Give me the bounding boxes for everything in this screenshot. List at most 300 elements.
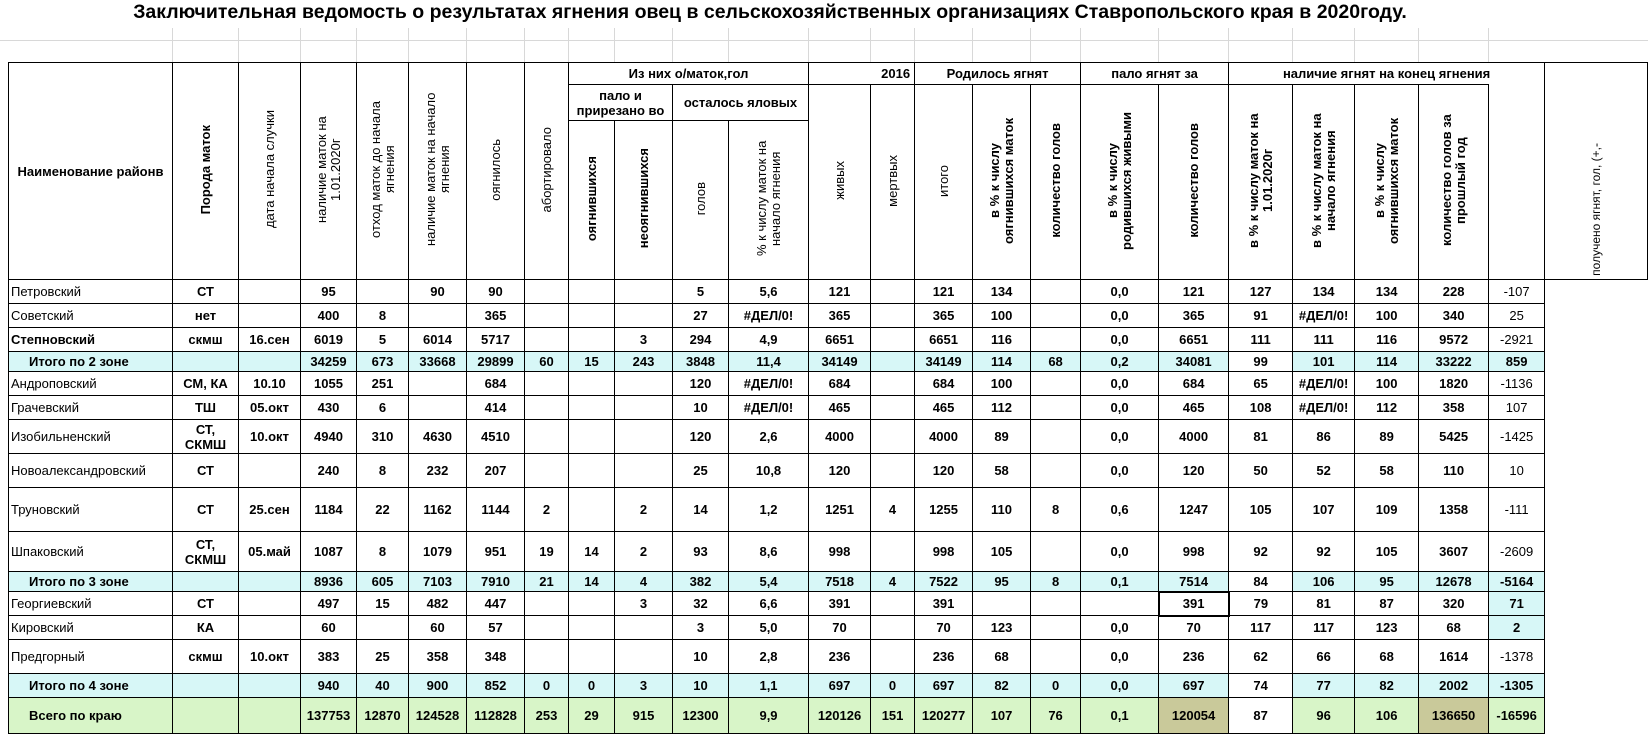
header-barren-group: осталось яловых: [673, 85, 809, 121]
value-cell: 447: [467, 592, 525, 616]
value-cell: [871, 372, 915, 396]
value-cell: 58: [1355, 454, 1419, 488]
district-name: Всего по краю: [9, 698, 173, 734]
value-cell: 89: [973, 420, 1031, 454]
value-cell: 4: [871, 488, 915, 532]
table-row: [9, 280, 1648, 304]
value-cell: 34081: [1159, 352, 1229, 372]
header-end-heads: количество голов: [1159, 85, 1229, 280]
breed-cell: [173, 572, 239, 592]
value-cell: [615, 396, 673, 420]
table-row: [9, 396, 1648, 420]
value-cell: 0: [871, 674, 915, 698]
value-cell: [569, 420, 615, 454]
value-cell: 10: [673, 640, 729, 674]
value-cell: [1031, 420, 1081, 454]
value-cell: 0,0: [1081, 396, 1159, 420]
value-cell: 6014: [409, 328, 467, 352]
mating-date-cell: [239, 674, 301, 698]
value-cell: 6,6: [729, 592, 809, 616]
table-row: [9, 640, 1648, 674]
value-cell: 7103: [409, 572, 467, 592]
value-cell: 79: [1229, 592, 1293, 616]
district-name: Итого по 4 зоне: [9, 674, 173, 698]
value-cell: 391: [809, 592, 871, 616]
value-cell: [525, 280, 569, 304]
value-cell: 107: [1293, 488, 1355, 532]
value-cell: #ДЕЛ/0!: [1293, 372, 1355, 396]
value-cell: [525, 372, 569, 396]
zone-subtotal-row: [9, 352, 1648, 372]
value-cell: 391: [1159, 592, 1229, 616]
value-cell: 10: [673, 396, 729, 420]
value-cell: [871, 328, 915, 352]
value-cell: 684: [467, 372, 525, 396]
breed-cell: СМ, КА: [173, 372, 239, 396]
value-cell: 1247: [1159, 488, 1229, 532]
value-cell: 684: [1159, 372, 1229, 396]
value-cell: #ДЕЛ/0!: [1293, 396, 1355, 420]
value-cell: [409, 304, 467, 328]
value-cell: 8: [357, 454, 409, 488]
district-name: Георгиевский: [9, 592, 173, 616]
value-cell: 4000: [915, 420, 973, 454]
mating-date-cell: [239, 698, 301, 734]
value-cell: [569, 454, 615, 488]
header-ewes-lambing: наличие маток на начало ягнения: [409, 63, 467, 280]
value-cell: 95: [973, 572, 1031, 592]
breed-cell: [173, 698, 239, 734]
value-cell: 116: [1355, 328, 1419, 352]
value-cell: 29899: [467, 352, 525, 372]
value-cell: -16596: [1489, 698, 1545, 734]
value-cell: 105: [1229, 488, 1293, 532]
table-body: [9, 280, 1648, 734]
value-cell: 998: [1159, 532, 1229, 572]
value-cell: 27: [673, 304, 729, 328]
header-loss-before: отход маток до начала ягнения: [357, 63, 409, 280]
zone-subtotal-row: [9, 572, 1648, 592]
value-cell: 4940: [301, 420, 357, 454]
district-name: Итого по 2 зоне: [9, 352, 173, 372]
zone-subtotal-row: [9, 674, 1648, 698]
header-ewes-start: наличие маток на 1.01.2020г: [301, 63, 357, 280]
value-cell: 112: [973, 396, 1031, 420]
value-cell: 8: [357, 532, 409, 572]
value-cell: [525, 304, 569, 328]
value-cell: 251: [357, 372, 409, 396]
value-cell: 10,8: [729, 454, 809, 488]
value-cell: 65: [1229, 372, 1293, 396]
header-aborted: абортировало: [525, 63, 569, 280]
value-cell: 10: [673, 674, 729, 698]
value-cell: [615, 616, 673, 640]
mating-date-cell: [239, 280, 301, 304]
value-cell: 106: [1355, 698, 1419, 734]
value-cell: 120: [673, 372, 729, 396]
header-fallen-group: пало ягнят за: [1081, 63, 1229, 85]
value-cell: 60: [409, 616, 467, 640]
value-cell: 605: [357, 572, 409, 592]
value-cell: 6019: [301, 328, 357, 352]
value-cell: 68: [1419, 616, 1489, 640]
value-cell: -2921: [1489, 328, 1545, 352]
value-cell: 4,9: [729, 328, 809, 352]
header-district: Наименование районв: [9, 63, 173, 280]
value-cell: 4630: [409, 420, 467, 454]
value-cell: 697: [809, 674, 871, 698]
mating-date-cell: [239, 592, 301, 616]
value-cell: 5425: [1419, 420, 1489, 454]
value-cell: 391: [915, 592, 973, 616]
value-cell: [871, 352, 915, 372]
mating-date-cell: 25.сен: [239, 488, 301, 532]
mating-date-cell: [239, 454, 301, 488]
value-cell: 25: [357, 640, 409, 674]
value-cell: 365: [467, 304, 525, 328]
value-cell: [525, 328, 569, 352]
value-cell: 3: [615, 328, 673, 352]
value-cell: 112828: [467, 698, 525, 734]
value-cell: -111: [1489, 488, 1545, 532]
value-cell: 1055: [301, 372, 357, 396]
value-cell: 4000: [1159, 420, 1229, 454]
value-cell: 465: [1159, 396, 1229, 420]
value-cell: 34149: [809, 352, 871, 372]
value-cell: [871, 280, 915, 304]
value-cell: 60: [525, 352, 569, 372]
header-end-pct-lambed: в % к числу оягнившихся маток: [1355, 85, 1419, 280]
value-cell: [525, 640, 569, 674]
value-cell: 105: [1355, 532, 1419, 572]
value-cell: 90: [409, 280, 467, 304]
value-cell: 998: [915, 532, 973, 572]
value-cell: 14: [673, 488, 729, 532]
value-cell: 1820: [1419, 372, 1489, 396]
value-cell: 92: [1229, 532, 1293, 572]
value-cell: 121: [915, 280, 973, 304]
value-cell: 116: [973, 328, 1031, 352]
header-year-mark: 2016: [809, 63, 915, 85]
value-cell: 951: [467, 532, 525, 572]
value-cell: 134: [1355, 280, 1419, 304]
district-name: Предгорный: [9, 640, 173, 674]
value-cell: 121: [1159, 280, 1229, 304]
value-cell: 0,0: [1081, 304, 1159, 328]
value-cell: 0: [1031, 674, 1081, 698]
value-cell: [871, 396, 915, 420]
mating-date-cell: 16.сен: [239, 328, 301, 352]
lambing-table: [8, 62, 1648, 734]
header-born-total: итого: [915, 85, 973, 280]
value-cell: 697: [915, 674, 973, 698]
value-cell: [1031, 372, 1081, 396]
value-cell: 310: [357, 420, 409, 454]
value-cell: -1136: [1489, 372, 1545, 396]
value-cell: 25: [673, 454, 729, 488]
breed-cell: КА: [173, 616, 239, 640]
district-name: Андроповский: [9, 372, 173, 396]
header-end-pct-lambing: в % к числу маток на начало ягнения: [1293, 85, 1355, 280]
value-cell: [615, 280, 673, 304]
table-row: [9, 488, 1648, 532]
value-cell: 207: [467, 454, 525, 488]
value-cell: 106: [1293, 572, 1355, 592]
value-cell: 4: [871, 572, 915, 592]
value-cell: 95: [1355, 572, 1419, 592]
value-cell: [569, 396, 615, 420]
value-cell: 482: [409, 592, 467, 616]
value-cell: 111: [1293, 328, 1355, 352]
value-cell: [871, 304, 915, 328]
table-row: [9, 454, 1648, 488]
value-cell: 120: [915, 454, 973, 488]
value-cell: 320: [1419, 592, 1489, 616]
value-cell: [1031, 454, 1081, 488]
value-cell: 96: [1293, 698, 1355, 734]
value-cell: 12300: [673, 698, 729, 734]
value-cell: 940: [301, 674, 357, 698]
sheet-title: Заключительная ведомость о результатах ягнения овец в сельскохозяйственных организациях Ставропольского края в 2020году.: [133, 1, 1407, 23]
value-cell: 14: [569, 572, 615, 592]
header-barren-pct: % к числу маток на начало ягнения: [729, 121, 809, 280]
value-cell: 0,6: [1081, 488, 1159, 532]
value-cell: 9572: [1419, 328, 1489, 352]
value-cell: 0,0: [1081, 640, 1159, 674]
value-cell: 91: [1229, 304, 1293, 328]
value-cell: 137753: [301, 698, 357, 734]
value-cell: 109: [1355, 488, 1419, 532]
value-cell: 33668: [409, 352, 467, 372]
value-cell: 9,9: [729, 698, 809, 734]
table-row: [9, 372, 1648, 396]
value-cell: 74: [1229, 674, 1293, 698]
header-barren-heads: голов: [673, 121, 729, 280]
mating-date-cell: [239, 304, 301, 328]
value-cell: 110: [1419, 454, 1489, 488]
value-cell: 5,4: [729, 572, 809, 592]
value-cell: 70: [915, 616, 973, 640]
header-fallen-pct: в % к числу родившихся живыми: [1081, 85, 1159, 280]
value-cell: [1031, 532, 1081, 572]
value-cell: 62: [1229, 640, 1293, 674]
value-cell: 151: [871, 698, 915, 734]
value-cell: 414: [467, 396, 525, 420]
value-cell: 3848: [673, 352, 729, 372]
value-cell: [569, 328, 615, 352]
value-cell: 112: [1355, 396, 1419, 420]
value-cell: -1305: [1489, 674, 1545, 698]
value-cell: 124528: [409, 698, 467, 734]
value-cell: 7910: [467, 572, 525, 592]
value-cell: 6651: [1159, 328, 1229, 352]
value-cell: 120: [809, 454, 871, 488]
mating-date-cell: [239, 616, 301, 640]
value-cell: 4510: [467, 420, 525, 454]
value-cell: 0,0: [1081, 372, 1159, 396]
value-cell: 8: [1031, 488, 1081, 532]
district-name: Шпаковский: [9, 532, 173, 572]
breed-cell: скмш: [173, 328, 239, 352]
value-cell: 105: [973, 532, 1031, 572]
value-cell: 100: [973, 372, 1031, 396]
value-cell: 1255: [915, 488, 973, 532]
mating-date-cell: 05.окт: [239, 396, 301, 420]
value-cell: 1144: [467, 488, 525, 532]
value-cell: 2,6: [729, 420, 809, 454]
value-cell: [569, 488, 615, 532]
value-cell: 22: [357, 488, 409, 532]
value-cell: 66: [1293, 640, 1355, 674]
value-cell: [1031, 328, 1081, 352]
value-cell: 0,0: [1081, 616, 1159, 640]
value-cell: 0,0: [1081, 532, 1159, 572]
value-cell: 5,0: [729, 616, 809, 640]
value-cell: 998: [809, 532, 871, 572]
value-cell: 5: [357, 328, 409, 352]
value-cell: 7518: [809, 572, 871, 592]
value-cell: [1031, 304, 1081, 328]
value-cell: 1251: [809, 488, 871, 532]
value-cell: #ДЕЛ/0!: [729, 396, 809, 420]
value-cell: 852: [467, 674, 525, 698]
value-cell: 4: [615, 572, 673, 592]
value-cell: [525, 454, 569, 488]
value-cell: 120054: [1159, 698, 1229, 734]
breed-cell: скмш: [173, 640, 239, 674]
value-cell: 70: [1159, 616, 1229, 640]
value-cell: #ДЕЛ/0!: [1293, 304, 1355, 328]
header-born-alive: живых: [809, 85, 871, 280]
value-cell: -1425: [1489, 420, 1545, 454]
breed-cell: СТ: [173, 488, 239, 532]
breed-cell: [173, 352, 239, 372]
mating-date-cell: 10.окт: [239, 640, 301, 674]
value-cell: 70: [809, 616, 871, 640]
district-name: Новоалександровский: [9, 454, 173, 488]
header-born-dead: мертвых: [871, 85, 915, 280]
value-cell: [525, 616, 569, 640]
value-cell: 0,1: [1081, 698, 1159, 734]
value-cell: 3: [615, 674, 673, 698]
value-cell: [871, 616, 915, 640]
value-cell: 1,1: [729, 674, 809, 698]
value-cell: 2: [525, 488, 569, 532]
value-cell: 101: [1293, 352, 1355, 372]
header-of-them: Из них о/маток,гол: [569, 63, 809, 85]
value-cell: 2,8: [729, 640, 809, 674]
value-cell: 340: [1419, 304, 1489, 328]
header-breed: Порода маток: [173, 63, 239, 280]
value-cell: 21: [525, 572, 569, 592]
value-cell: 684: [915, 372, 973, 396]
empty-grid-strip: [0, 28, 1648, 62]
value-cell: 12870: [357, 698, 409, 734]
value-cell: 68: [1031, 352, 1081, 372]
value-cell: 236: [1159, 640, 1229, 674]
value-cell: [357, 280, 409, 304]
district-name: Кировский: [9, 616, 173, 640]
value-cell: 114: [1355, 352, 1419, 372]
value-cell: #ДЕЛ/0!: [729, 372, 809, 396]
value-cell: 365: [809, 304, 871, 328]
value-cell: 114: [973, 352, 1031, 372]
value-cell: 92: [1293, 532, 1355, 572]
value-cell: #ДЕЛ/0!: [729, 304, 809, 328]
breed-cell: [173, 674, 239, 698]
value-cell: 100: [973, 304, 1031, 328]
value-cell: 34149: [915, 352, 973, 372]
value-cell: 0,0: [1081, 420, 1159, 454]
value-cell: 465: [915, 396, 973, 420]
value-cell: [615, 420, 673, 454]
value-cell: 117: [1229, 616, 1293, 640]
value-cell: 2: [615, 532, 673, 572]
value-cell: 358: [409, 640, 467, 674]
value-cell: 77: [1293, 674, 1355, 698]
value-cell: 859: [1489, 352, 1545, 372]
header-died-lambed: оягнившихся: [569, 121, 615, 280]
value-cell: 123: [1355, 616, 1419, 640]
value-cell: 8936: [301, 572, 357, 592]
value-cell: 60: [301, 616, 357, 640]
mating-date-cell: 10.10: [239, 372, 301, 396]
value-cell: 82: [1355, 674, 1419, 698]
mating-date-cell: [239, 572, 301, 592]
value-cell: [525, 420, 569, 454]
header-mating-date: дата начала случки: [239, 63, 301, 280]
value-cell: 90: [467, 280, 525, 304]
value-cell: 29: [569, 698, 615, 734]
value-cell: 127: [1229, 280, 1293, 304]
value-cell: 15: [357, 592, 409, 616]
value-cell: 1614: [1419, 640, 1489, 674]
value-cell: 68: [1355, 640, 1419, 674]
district-name: Изобильненский: [9, 420, 173, 454]
value-cell: -5164: [1489, 572, 1545, 592]
value-cell: [871, 454, 915, 488]
value-cell: 365: [1159, 304, 1229, 328]
breed-cell: нет: [173, 304, 239, 328]
value-cell: 136650: [1419, 698, 1489, 734]
value-cell: [871, 640, 915, 674]
header-end-group: наличие ягнят на конец ягнения: [1229, 63, 1545, 85]
value-cell: [569, 372, 615, 396]
value-cell: 10: [1489, 454, 1545, 488]
value-cell: 1087: [301, 532, 357, 572]
header-end-pct-start: в % к числу маток на 1.01.2020г: [1229, 85, 1293, 280]
value-cell: [569, 304, 615, 328]
value-cell: 1,2: [729, 488, 809, 532]
value-cell: 19: [525, 532, 569, 572]
value-cell: 100: [1355, 304, 1419, 328]
value-cell: 8: [357, 304, 409, 328]
value-cell: [1081, 592, 1159, 616]
value-cell: [1031, 640, 1081, 674]
value-cell: 120: [673, 420, 729, 454]
district-name: Труновский: [9, 488, 173, 532]
value-cell: 93: [673, 532, 729, 572]
value-cell: 382: [673, 572, 729, 592]
value-cell: 0,0: [1081, 674, 1159, 698]
value-cell: 110: [973, 488, 1031, 532]
value-cell: 120277: [915, 698, 973, 734]
value-cell: 1358: [1419, 488, 1489, 532]
value-cell: 68: [973, 640, 1031, 674]
value-cell: 5717: [467, 328, 525, 352]
value-cell: 87: [1229, 698, 1293, 734]
grand-total-row: [9, 698, 1648, 734]
